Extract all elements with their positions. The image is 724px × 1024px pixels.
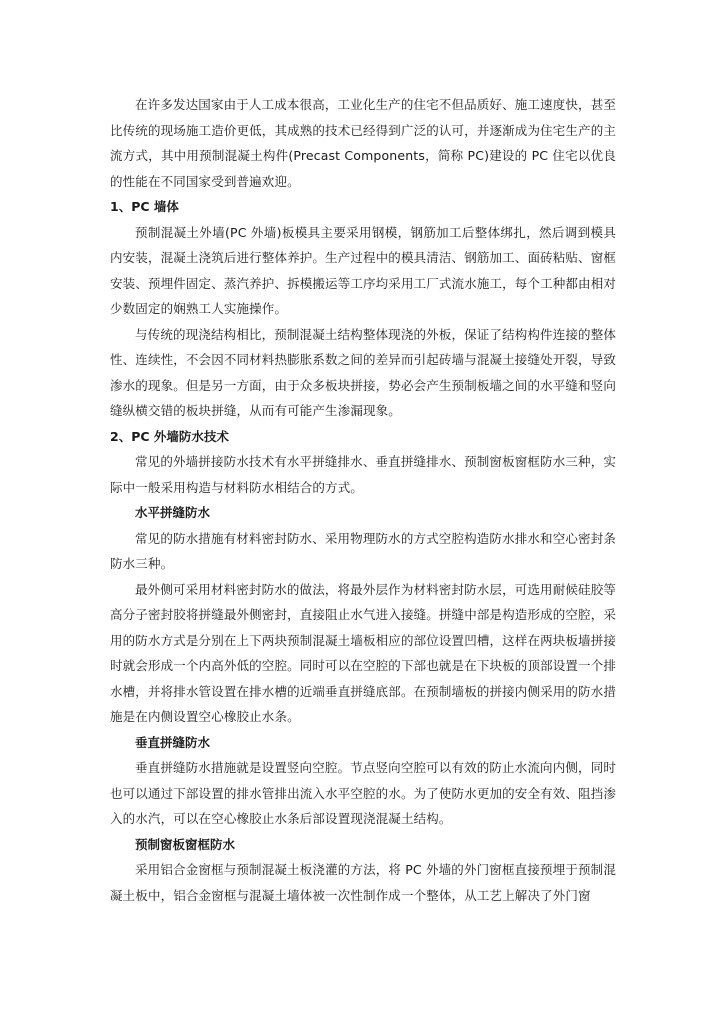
subsection-vertical-joint-paragraph-1: 垂直拼缝防水措施就是设置竖向空腔。节点竖向空腔可以有效的防止水流向内侧，同时也可以通过下部设置的排水管排出流入水平空腔的水。为了使防水更加的安全有效、阻挡渗入的水汽，可以在空心橡胶止水条后部设置现浇混凝土结构。 (110, 760, 617, 826)
subsection-horizontal-joint-heading: 水平拼缝防水 (135, 505, 211, 520)
subsection-horizontal-joint-paragraph-2: 最外侧可采用材料密封防水的做法，将最外层作为材料密封防水层，可选用耐候硅胶等高分子密封胶将拼缝最外侧密封，直接阻止水气进入接缝。拼缝中部是构造形成的空腔，采用的防水方式是分别在上下两块预制混凝土墙板相应的部位设置凹槽，这样在两块板墙拼接时就会形成一个内高外低的空腔。同时可以在空腔的下部也就是在下块板的顶部设置一个排水槽，并将排水管设置在排水槽的近端垂直拼缝底部。在预制墙板的拼接内侧采用的防水措施是在内侧设置空心橡胶止水条。 (110, 581, 617, 724)
subsection-window-frame-heading: 预制窗板窗框防水 (135, 836, 236, 852)
subsection-window-frame-paragraph-1: 采用铝合金窗框与预制混凝土板浇灌的方法，将 PC 外墙的外门窗框直接预埋于预制混凝土板中，铝合金窗框与混凝土墙体被一次性制作成一个整体，从工艺上解决了外门窗 (110, 862, 616, 903)
document-body (110, 92, 616, 908)
section-1-heading: 1、PC 墙体 (110, 199, 179, 214)
subsection-horizontal-joint-paragraph-1: 常见的防水措施有材料密封防水、采用物理防水的方式空腔构造防水排水和空心密封条防水三种。 (110, 530, 616, 571)
section-1-paragraph-2: 与传统的现浇结构相比，预制混凝土结构整体现浇的外板，保证了结构构件连接的整体性、连续性，不会因不同材料热膨胀系数之间的差异而引起砖墙与混凝土接缝处开裂，导致渗水的现象。但是另一方面，由于众多板块拼接，势必会产生预制板墙之间的水平缝和竖向缝纵横交错的板块拼缝，从而有可能产生渗漏现象。 (110, 326, 617, 418)
section-2-heading: 2、PC 外墙防水技术 (110, 428, 229, 444)
section-1-paragraph-1: 预制混凝土外墙(PC 外墙)板模具主要采用钢模，钢筋加工后整体绑扎，然后调到模具内安装，混凝土浇筑后进行整体养护。生产过程中的模具清洁、钢筋加工、面砖粘贴、窗框安装、预埋件固定、蒸汽养护、拆模搬运等工序均采用工厂式流水施工，每个工种都由相对少数固定的娴熟工人实施操作。 (110, 224, 617, 316)
intro-paragraph: 在许多发达国家由于人工成本很高，工业化生产的住宅不但品质好、施工速度快，甚至比传统的现场施工造价更低，其成熟的技术已经得到广泛的认可，并逐渐成为住宅生产的主流方式，其中用预制混凝土构件(Precast Components，简称 PC)建设的 PC 住宅以优良的性能在不同国家受到普遍欢迎。 (110, 97, 617, 189)
subsection-vertical-joint-heading: 垂直拼缝防水 (135, 734, 211, 750)
section-2-paragraph-1: 常见的外墙拼接防水技术有水平拼缝排水、垂直拼缝排水、预制窗板窗框防水三种，实际中一般采用构造与材料防水相结合的方式。 (110, 454, 616, 495)
